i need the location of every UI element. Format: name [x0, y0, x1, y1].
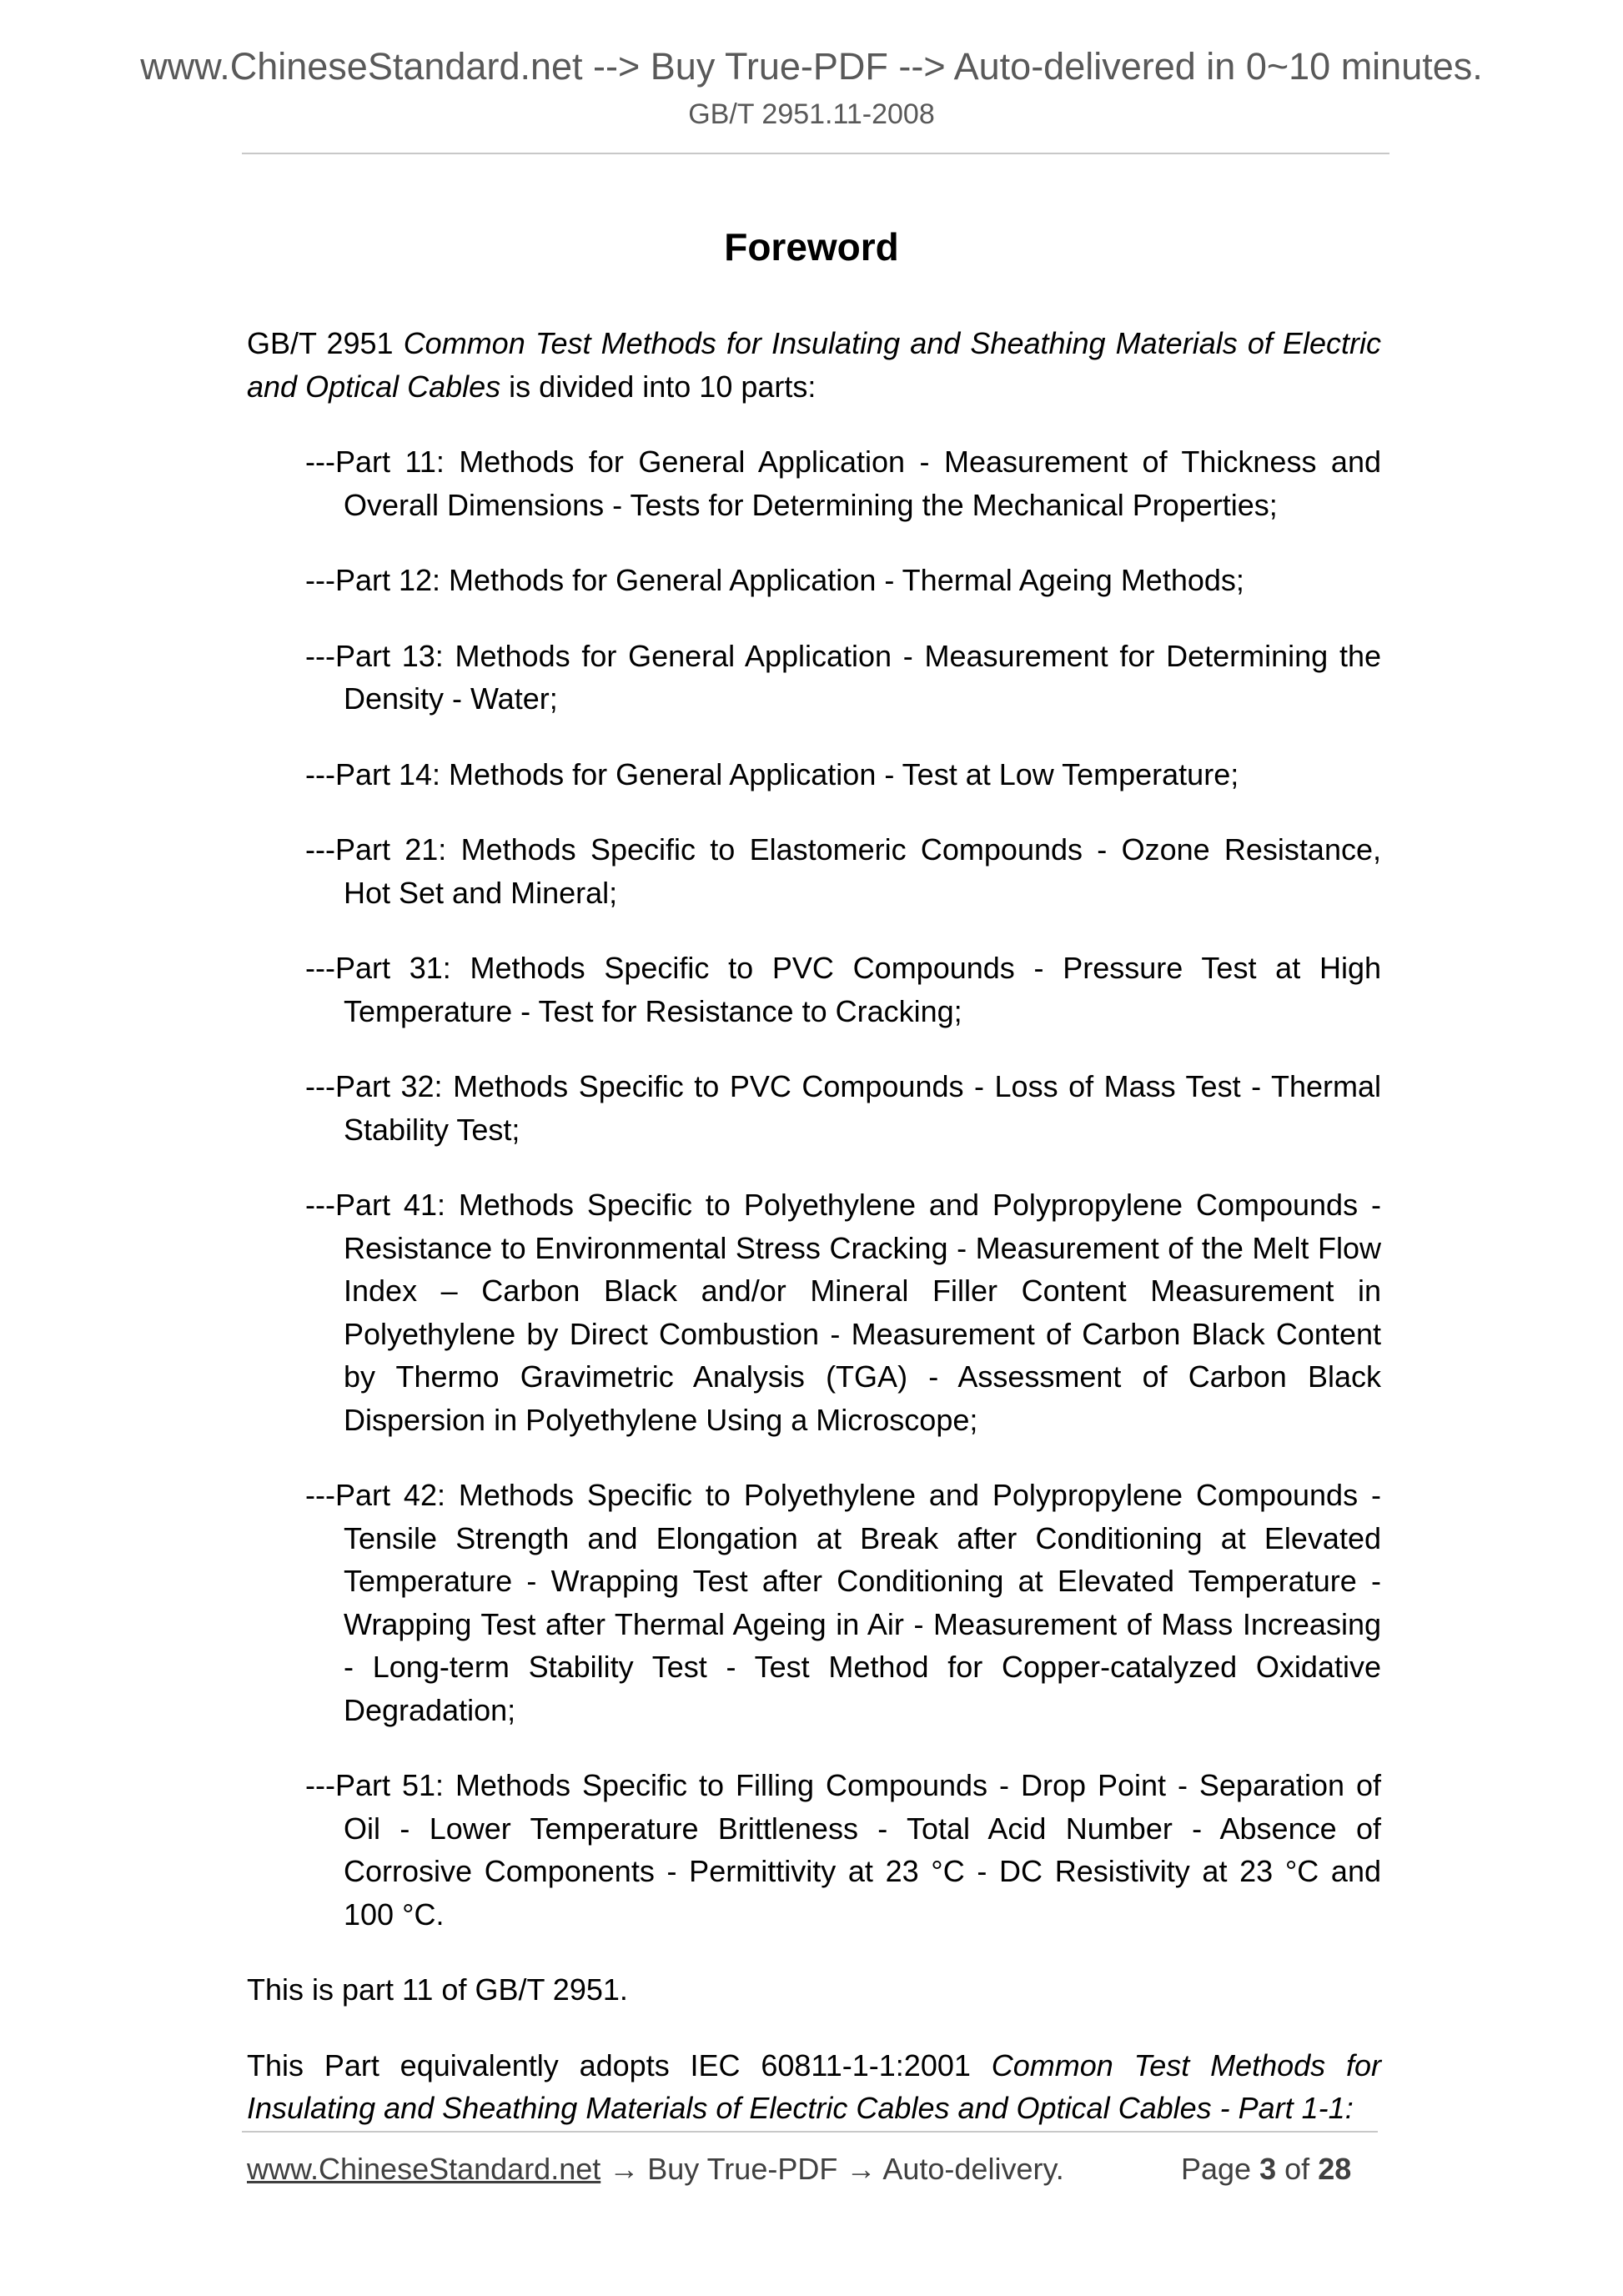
part-item: ---Part 13: Methods for General Application - Measurement for Determining the Density - Water;: [305, 638, 1381, 716]
intro-suffix: is divided into 10 parts:: [500, 369, 817, 404]
parts-list: [247, 440, 1381, 1936]
part-item: ---Part 21: Methods Specific to Elastomeric Compounds - Ozone Resistance, Hot Set and Mineral;: [305, 832, 1381, 910]
footer-buy-text: Buy True-PDF: [647, 2152, 838, 2186]
header-banner: www.ChineseStandard.net --> Buy True-PDF --> Auto-delivered in 0~10 minutes.: [140, 45, 1483, 88]
standard-title: Common Test Methods for Insulating and Sheathing Materials of Electric and Optical Cables: [247, 326, 1381, 404]
intro-paragraph: [247, 322, 1381, 408]
page-label: Page: [1181, 2152, 1252, 2186]
arrow-icon: →: [837, 2152, 883, 2186]
arrow-icon: →: [600, 2152, 648, 2186]
part-item: ---Part 12: Methods for General Application - Thermal Ageing Methods;: [305, 563, 1244, 597]
page-current: 3: [1259, 2152, 1277, 2186]
part-item: ---Part 41: Methods Specific to Polyethylene and Polypropylene Compounds - Resistance to Environmental Stress Cracking - Measurement of the Melt Flow Index – Carbon Black and/or Mineral Filler Content Measurement in Polyethylene by Direct Combustion - Measurement of Carbon Black Content by Thermo Gravimetric Analysis (TGA) - Assessment of Carbon Black Dispersion in Polyethylene Using a Microscope;: [305, 1188, 1381, 1437]
adoption-prefix: This Part equivalently adopts IEC 60811-1-1:2001: [247, 2047, 992, 2082]
page-total: 28: [1318, 2152, 1352, 2186]
footer-links: [247, 2148, 1064, 2190]
footer-divider: [242, 2131, 1378, 2133]
of-label: of: [1284, 2152, 1310, 2186]
part-item: ---Part 42: Methods Specific to Polyethylene and Polypropylene Compounds - Tensile Strength and Elongation at Break after Conditioning at Elevated Temperature - Wrapping Test after Conditioning at Elevated Temperature - Wrapping Test after Thermal Ageing in Air - Measurement of Mass Increasing - Long-term Stability Test - Test Method for Copper-catalyzed Oxidative Degradation;: [305, 1478, 1381, 1727]
part-note-paragraph: This is part 11 of GB/T 2951.: [247, 1972, 628, 2007]
site-link[interactable]: www.ChineseStandard.net: [247, 2152, 601, 2186]
part-item: ---Part 32: Methods Specific to PVC Compounds - Loss of Mass Test - Thermal Stability Test;: [305, 1069, 1381, 1147]
iec-title: Common Test Methods for Insulating and Sheathing Materials of Electric Cables and Optical Cables - Part 1-1:: [247, 2047, 1382, 2125]
document-body: [247, 322, 1381, 2130]
document-code: GB/T 2951.11-2008: [688, 98, 935, 130]
part-item: ---Part 14: Methods for General Application - Test at Low Temperature;: [305, 756, 1239, 791]
part-item: ---Part 11: Methods for General Application - Measurement of Thickness and Overall Dimensions - Tests for Determining the Mechanical Properties;: [305, 445, 1381, 522]
page-title: Foreword: [724, 225, 899, 269]
page-number: [1181, 2148, 1351, 2190]
header-divider: [242, 153, 1389, 154]
adoption-paragraph: [247, 2044, 1381, 2130]
part-item: ---Part 51: Methods Specific to Filling Compounds - Drop Point - Separation of Oil - Lower Temperature Brittleness - Total Acid Number - Absence of Corrosive Components - Permittivity at 23 °C - DC Resistivity at 23 °C and 100 °C.: [305, 1768, 1381, 1932]
intro-prefix: GB/T 2951: [247, 326, 404, 360]
part-item: ---Part 31: Methods Specific to PVC Compounds - Pressure Test at High Temperature - Test for Resistance to Cracking;: [305, 951, 1381, 1028]
footer-delivery-text: Auto-delivery.: [882, 2152, 1064, 2186]
